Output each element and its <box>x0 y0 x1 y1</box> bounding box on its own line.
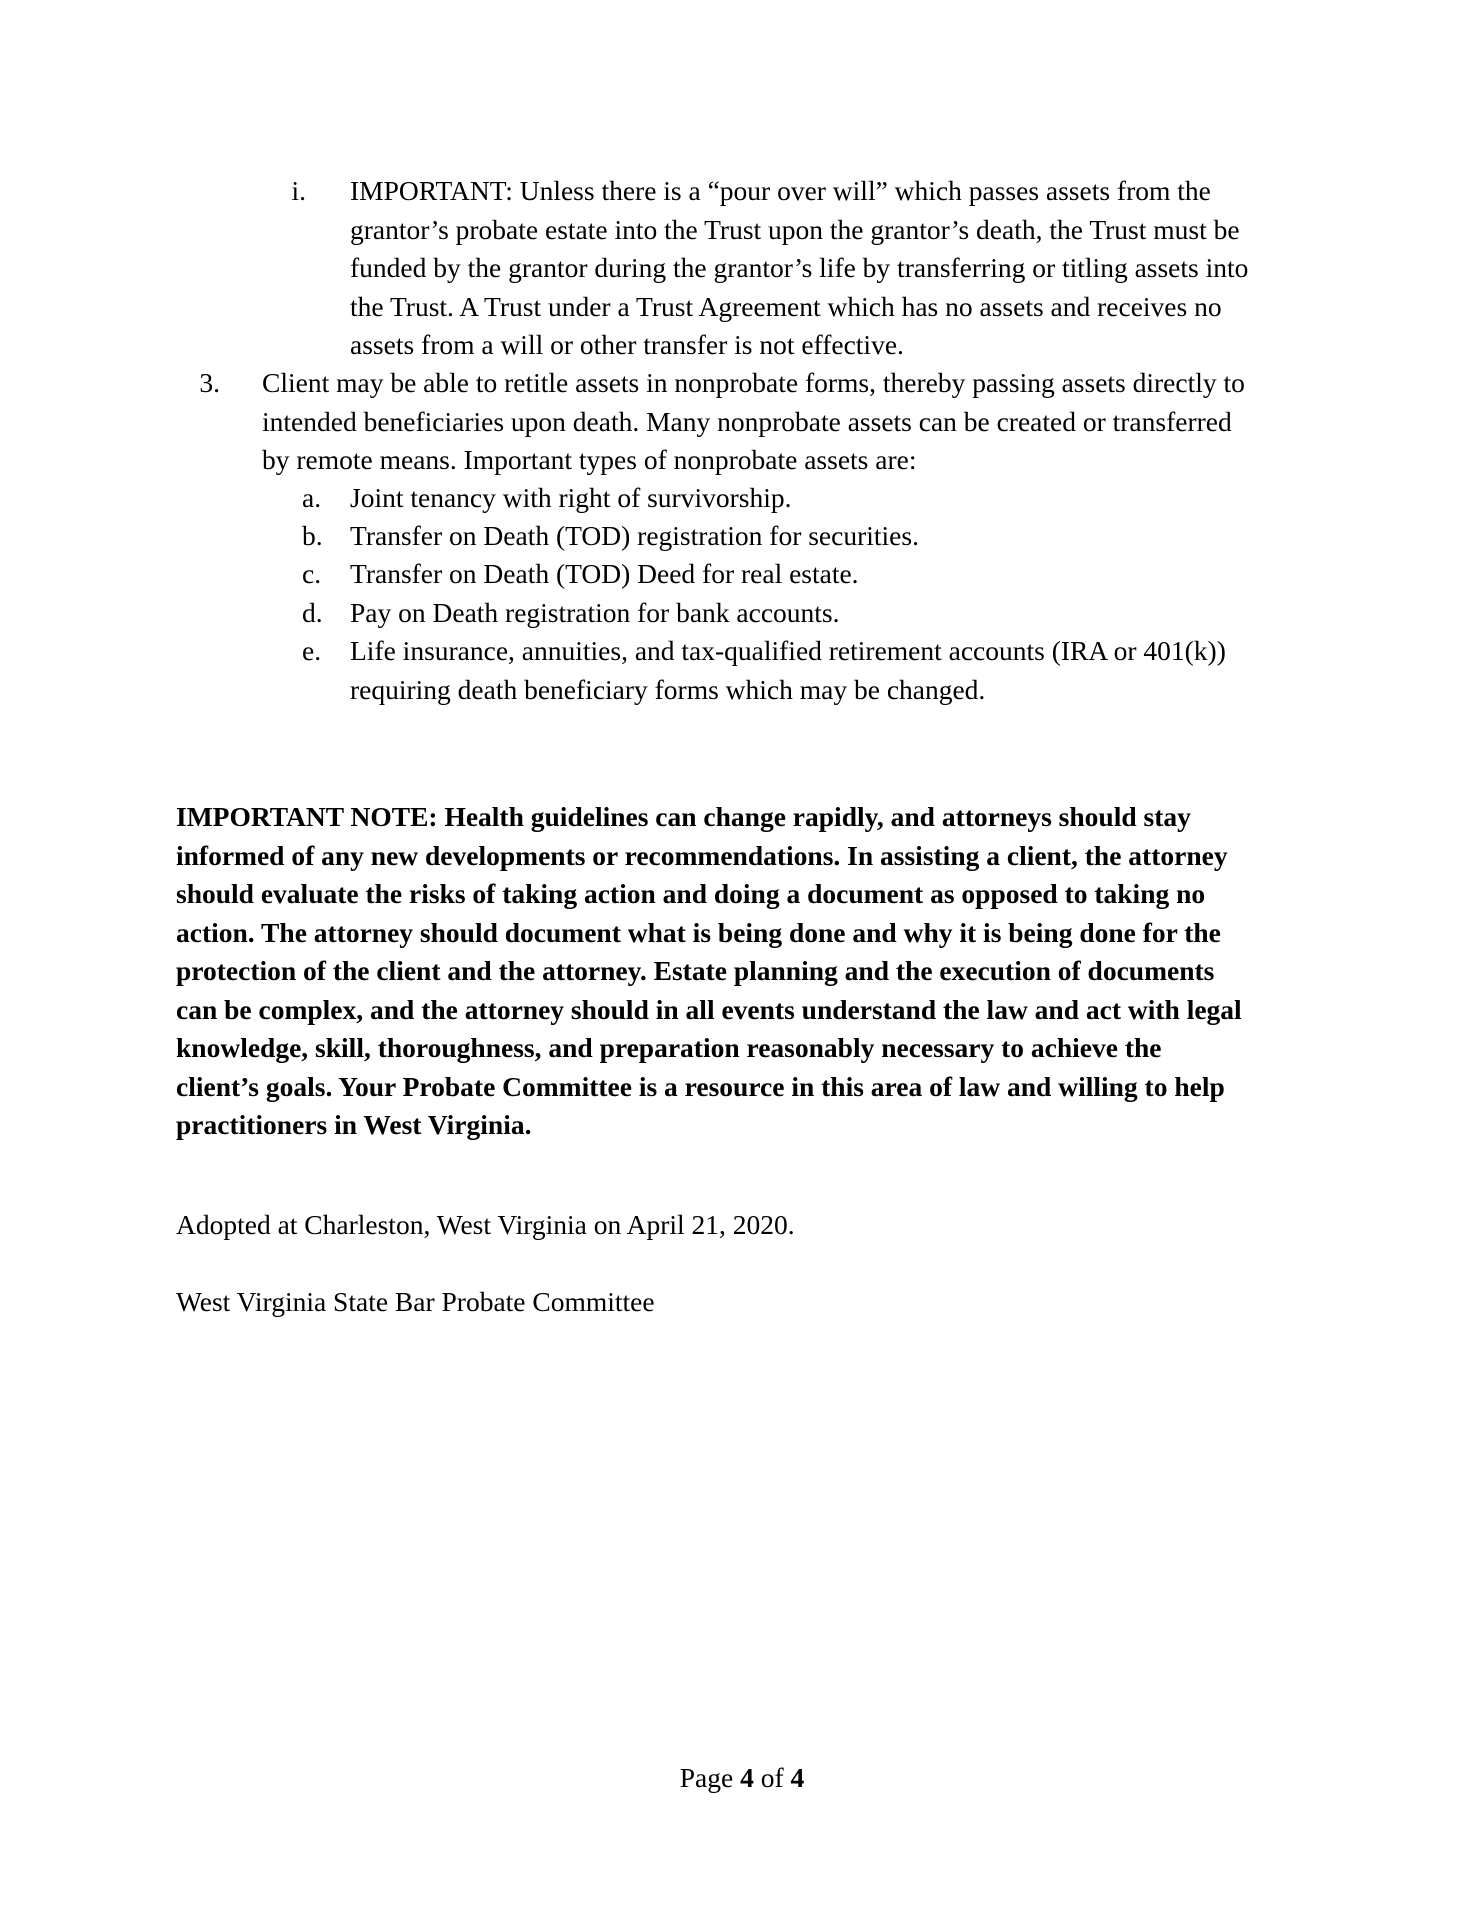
text-line: Transfer on Death (TOD) Deed for real estate. <box>350 558 859 589</box>
text-line: protection of the client and the attorney. Estate planning and the execution of documents <box>176 955 1215 986</box>
list-item-body <box>350 479 1322 518</box>
text-line: assets from a will or other transfer is not effective. <box>350 329 904 360</box>
text-line: IMPORTANT NOTE: Health guidelines can change rapidly, and attorneys should stay <box>176 801 1191 832</box>
list-item-body <box>350 172 1322 365</box>
list-item-body <box>350 555 1322 594</box>
list-marker: b. <box>302 520 323 551</box>
text-line: funded by the grantor during the grantor’s life by transferring or titling assets into <box>350 252 1249 283</box>
text-line: the Trust. A Trust under a Trust Agreement which has no assets and receives no <box>350 290 1222 322</box>
text-line: grantor’s probate estate into the Trust upon the grantor’s death, the Trust must be <box>350 213 1240 245</box>
of-word: of <box>760 1762 784 1793</box>
list-marker: e. <box>302 635 322 666</box>
list-marker: c. <box>302 558 322 589</box>
text-line: can be complex, and the attorney should in all events understand the law and act with legal <box>176 993 1242 1025</box>
page-footer <box>0 1762 1484 1794</box>
text-line: action. The attorney should document what is being done and why it is being done for the <box>176 916 1221 948</box>
text-line: should evaluate the risks of taking action and doing a document as opposed to taking no <box>176 878 1206 909</box>
list-item-body <box>350 517 1322 556</box>
important-note <box>176 798 1326 1145</box>
text-line: knowledge, skill, thoroughness, and preparation reasonably necessary to achieve the <box>176 1032 1162 1063</box>
text-line: practitioners in West Virginia. <box>176 1109 532 1140</box>
list-marker: i. <box>291 175 306 206</box>
text-line: client’s goals. Your Probate Committee is a resource in this area of law and willing to help <box>176 1070 1225 1102</box>
list-item-body <box>262 364 1326 480</box>
list-item-body <box>350 594 1322 633</box>
page-word: Page <box>679 1762 734 1793</box>
text-line: informed of any new developments or recommendations. In assisting a client, the attorney <box>176 839 1228 871</box>
text-line: Joint tenancy with right of survivorship. <box>350 482 792 513</box>
text-line: Pay on Death registration for bank accounts. <box>350 597 840 628</box>
list-marker: d. <box>302 597 323 628</box>
page-total: 4 <box>790 1762 805 1793</box>
text-line: requiring death beneficiary forms which may be changed. <box>350 673 986 705</box>
text-line: Life insurance, annuities, and tax-qualified retirement accounts (IRA or 401(k)) <box>350 635 1226 666</box>
committee-signature: West Virginia State Bar Probate Committee <box>176 1286 655 1317</box>
text-line: Transfer on Death (TOD) registration for securities. <box>350 520 919 551</box>
list-marker: a. <box>302 482 322 513</box>
list-item-body <box>350 632 1322 709</box>
adoption-statement: Adopted at Charleston, West Virginia on April 21, 2020. <box>176 1209 795 1240</box>
text-line: by remote means. Important types of nonprobate assets are: <box>262 444 917 475</box>
text-line: intended beneficiaries upon death. Many nonprobate assets can be created or transferred <box>262 405 1232 437</box>
list-marker: 3. <box>199 367 220 398</box>
text-line: Client may be able to retitle assets in nonprobate forms, thereby passing assets directly to <box>262 367 1245 398</box>
text-line: IMPORTANT: Unless there is a “pour over will” which passes assets from the <box>350 175 1211 206</box>
page-current: 4 <box>740 1762 754 1793</box>
